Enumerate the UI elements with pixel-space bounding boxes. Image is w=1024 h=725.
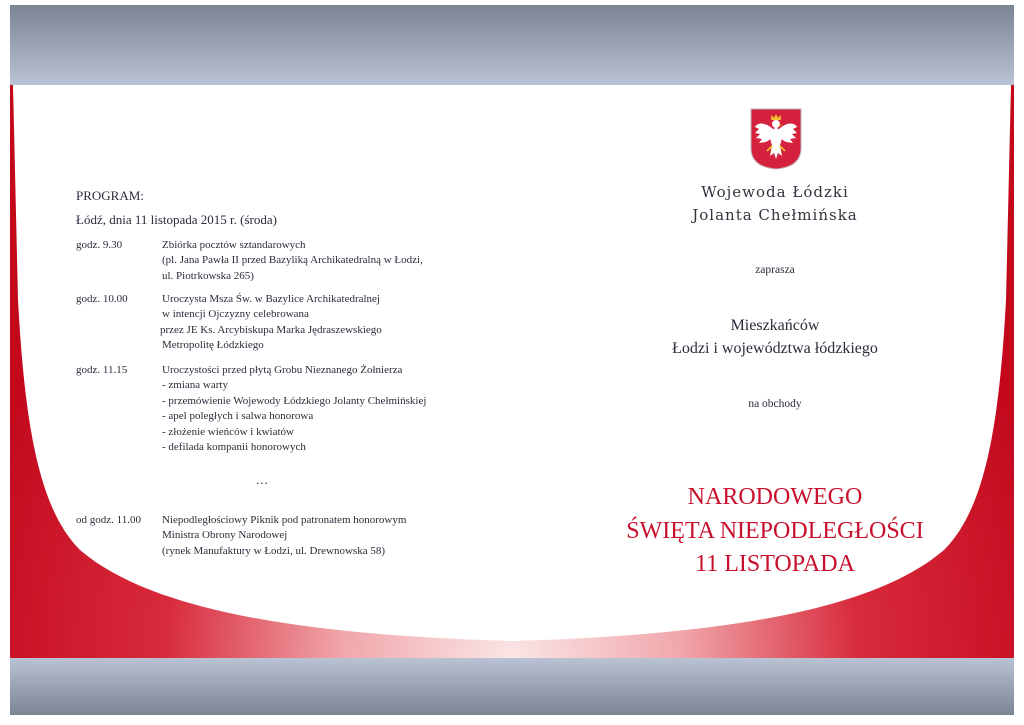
program-item-description xyxy=(162,292,382,354)
invites-text: zaprasza xyxy=(755,264,795,276)
program-item xyxy=(76,363,496,456)
program-item-time: od godz. 11.00 xyxy=(76,514,141,526)
description-line: Metropolitę Łódzkiego xyxy=(162,339,264,352)
headline-line: ŚWIĘTA NIEPODLEGŁOŚCI xyxy=(626,517,924,544)
description-line: - defilada kompanii honorowych xyxy=(162,440,306,453)
top-band xyxy=(10,5,1014,85)
program-item-description xyxy=(162,238,423,284)
description-line: - apel poległych i salwa honorowa xyxy=(162,410,314,423)
host-name: Jolanta Chełmińska xyxy=(692,206,858,224)
headline xyxy=(575,481,975,582)
host-title: Wojewoda Łódzki xyxy=(701,183,849,201)
headline-line: NARODOWEGO xyxy=(687,484,863,510)
program-item xyxy=(76,292,496,354)
program-heading: PROGRAM: xyxy=(76,188,144,203)
program-item xyxy=(76,238,496,285)
occasion-intro: na obchody xyxy=(748,398,802,410)
program-item-description xyxy=(162,363,426,455)
program-item xyxy=(76,513,496,560)
headline-line: 11 LISTOPADA xyxy=(695,551,855,577)
description-line: w intencji Ojczyzny celebrowana xyxy=(162,308,309,321)
program-separator: ... xyxy=(256,472,269,487)
description-line: Niepodległościowy Piknik pod patronatem honorowym xyxy=(162,514,407,526)
description-line: - złożenie wieńców i kwiatów xyxy=(162,425,294,438)
description-line: (pl. Jana Pawła II przed Bazyliką Archikatedralną w Łodzi, xyxy=(162,254,423,267)
description-line: Uroczystości przed płytą Grobu Nieznanego Żołnierza xyxy=(162,364,403,376)
coat-of-arms-icon xyxy=(750,108,802,170)
audience-line: Mieszkańców xyxy=(730,317,820,334)
description-line: Ministra Obrony Narodowej xyxy=(162,529,288,542)
program-date: Łódź, dnia 11 listopada 2015 r. (środa) xyxy=(76,212,277,227)
description-line: - przemówienie Wojewody Łódzkiego Jolanty Chełmińskiej xyxy=(162,394,427,407)
program-item-time: godz. 9.30 xyxy=(76,239,123,251)
program-item-description xyxy=(162,513,406,559)
description-line: Zbiórka pocztów sztandarowych xyxy=(162,239,306,251)
description-line: (rynek Manufaktury w Łodzi, ul. Drewnowska 58) xyxy=(162,544,385,557)
description-line: - zmiana warty xyxy=(162,379,228,392)
bottom-band xyxy=(10,658,1014,715)
program-item-time: godz. 10.00 xyxy=(76,293,128,305)
program-item-time: godz. 11.15 xyxy=(76,364,128,376)
audience-line: Łodzi i województwa łódzkiego xyxy=(672,340,878,357)
description-line: ul. Piotrkowska 265) xyxy=(162,269,254,282)
description-line: przez JE Ks. Arcybiskupa Marka Jędraszewskiego xyxy=(160,323,382,336)
description-line: Uroczysta Msza Św. w Bazylice Archikatedralnej xyxy=(162,293,380,305)
